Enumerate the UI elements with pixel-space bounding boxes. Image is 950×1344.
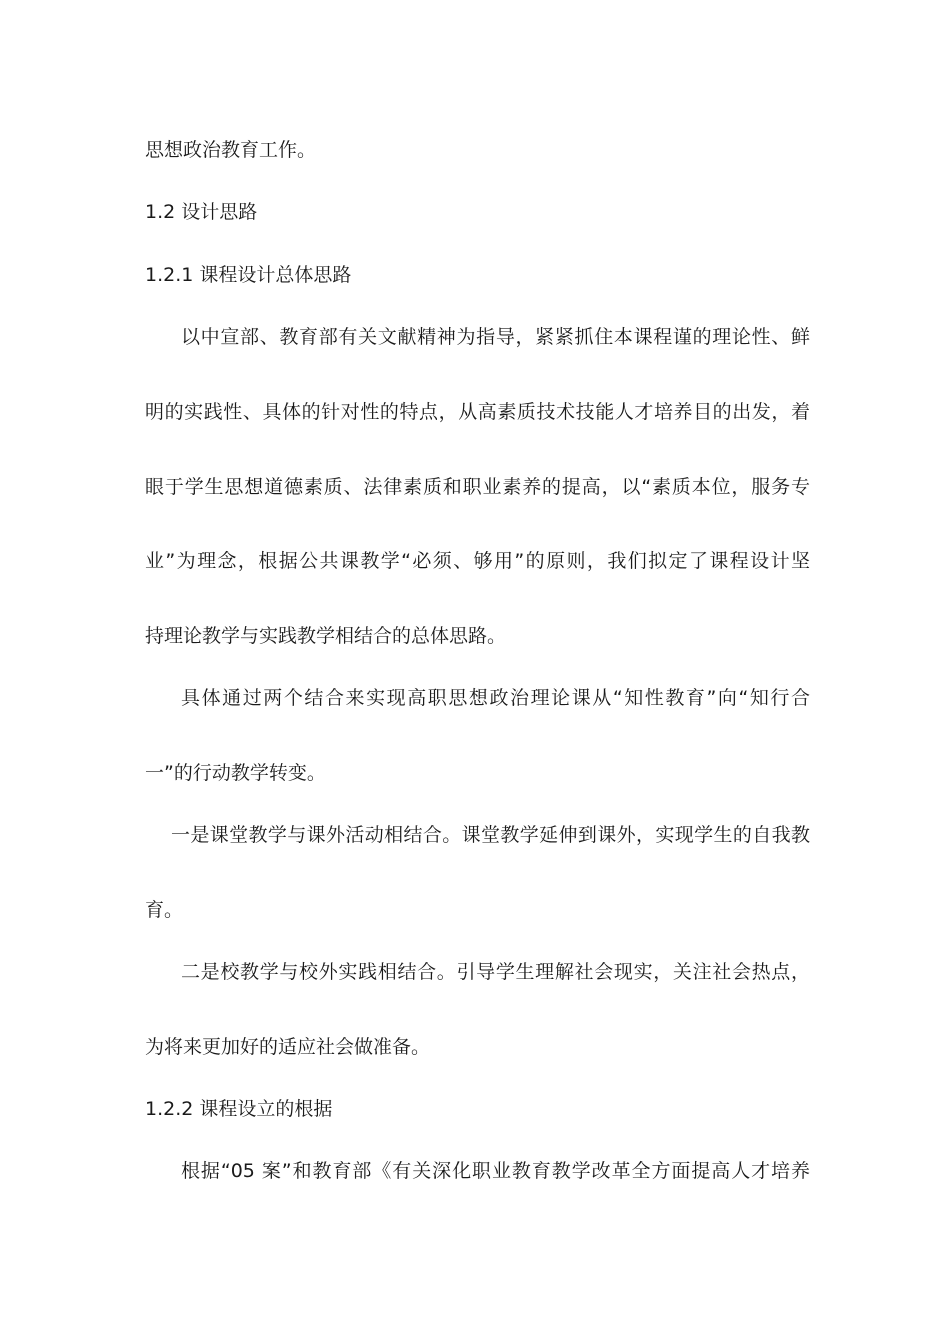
paragraph-line: 育。 xyxy=(145,899,184,921)
section-heading-1-2-1: 1.2.1 课程设计总体思路 xyxy=(145,264,352,286)
paragraph-line: 二是校教学与校外实践相结合。引导学生理解社会现实，关注社会热点， xyxy=(181,961,810,983)
paragraph-line: 具体通过两个结合来实现高职思想政治理论课从“知性教育”向“知行合 xyxy=(181,687,810,709)
paragraph-line: 以中宣部、教育部有关文献精神为指导，紧紧抓住本课程谨的理论性、鲜 xyxy=(181,326,810,348)
section-heading-1-2-2: 1.2.2 课程设立的根据 xyxy=(145,1098,333,1120)
paragraph-line: 明的实践性、具体的针对性的特点，从高素质技术技能人才培养目的出发，着 xyxy=(145,401,810,423)
section-heading-1-2: 1.2 设计思路 xyxy=(145,201,258,223)
paragraph-line: 思想政治教育工作。 xyxy=(145,139,317,161)
paragraph-line: 眼于学生思想道德素质、法律素质和职业素养的提高，以“素质本位，服务专 xyxy=(145,476,810,498)
paragraph-line: 一”的行动教学转变。 xyxy=(145,762,326,784)
paragraph-line: 根据“05 案”和教育部《有关深化职业教育教学改革全方面提高人才培养 xyxy=(181,1160,810,1182)
paragraph-line: 业”为理念，根据公共课教学“必须、够用”的原则，我们拟定了课程设计坚 xyxy=(145,550,810,572)
paragraph-line: 一是课堂教学与课外活动相结合。课堂教学延伸到课外，实现学生的自我教 xyxy=(171,824,810,846)
paragraph-line: 持理论教学与实践教学相结合的总体思路。 xyxy=(145,625,507,647)
paragraph-line: 为将来更加好的适应社会做准备。 xyxy=(145,1036,431,1058)
